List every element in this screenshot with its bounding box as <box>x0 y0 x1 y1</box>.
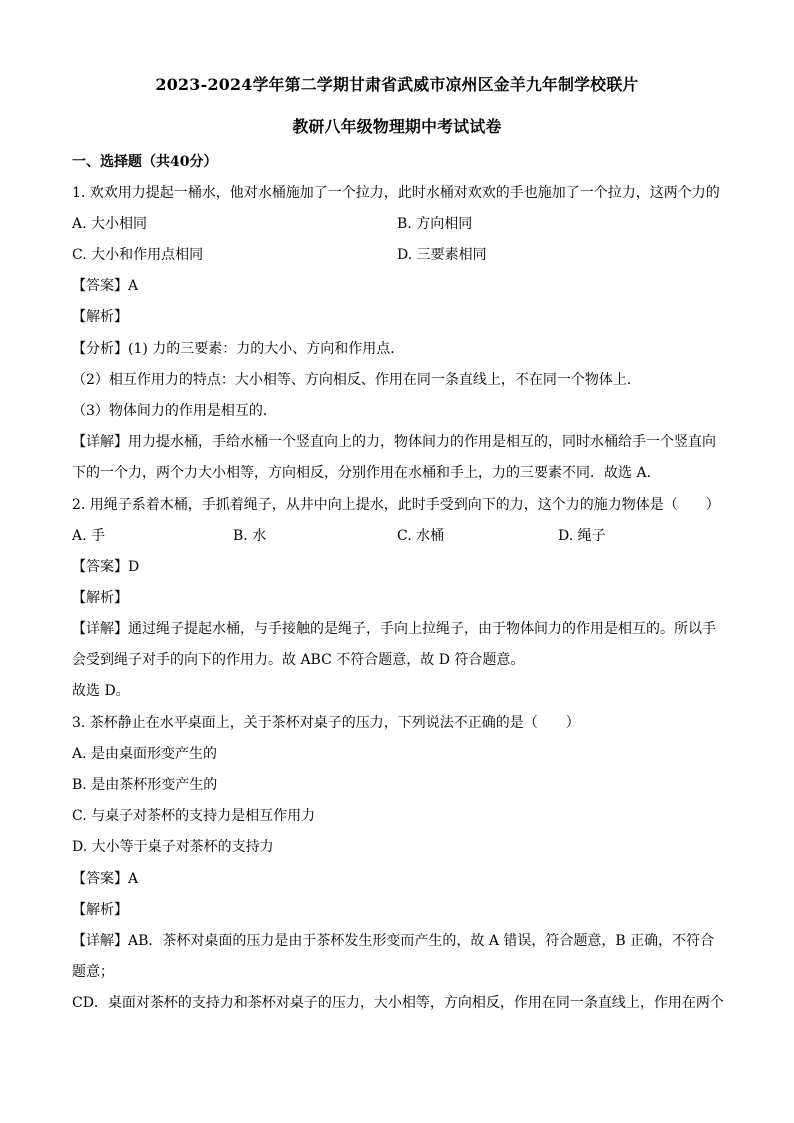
q2-analysis-label: 【解析】 <box>72 590 128 606</box>
q3-detail-3: CD．桌面对茶杯的支持力和茶杯对桌子的压力，大小相等，方向相反，作用在同一条直线上，作用在两个 <box>72 995 724 1011</box>
q3-detail-1: 【详解】AB．茶杯对桌面的压力是由于茶杯发生形变而产生的，故 A 错误，符合题意，B 正确，不符合 <box>72 933 715 949</box>
q2-option-a: A. 手 <box>72 528 106 544</box>
q2-option-d: D. 绳子 <box>558 528 606 544</box>
exam-title-line2: 教研八年级物理期中考试试卷 <box>292 117 502 136</box>
q1-option-a: A. 大小相同 <box>72 216 148 232</box>
q1-analysis-label: 【解析】 <box>72 309 128 325</box>
q2-option-c: C. 水桶 <box>397 528 445 544</box>
q3-option-b: B. 是由茶杯形变产生的 <box>72 777 218 793</box>
q2-conclusion: 故选 D。 <box>72 683 130 699</box>
section-heading: 一、选择题（共40分） <box>72 154 218 170</box>
q3-answer: 【答案】A <box>72 871 139 887</box>
q1-detail-2: 下的一个力，两个力大小相等，方向相反，分别作用在水桶和手上，力的三要素不同．故选 A. <box>72 465 652 481</box>
q3-option-c: C. 与桌子对茶杯的支持力是相互作用力 <box>72 808 316 824</box>
q3-stem: 3. 茶杯静止在水平桌面上，关于茶杯对桌子的压力，下列说法不正确的是（ ） <box>72 715 580 731</box>
q3-option-a: A. 是由桌面形变产生的 <box>72 746 218 762</box>
q3-analysis-label: 【解析】 <box>72 902 128 918</box>
q1-answer: 【答案】A <box>72 278 139 294</box>
q1-option-c: C. 大小和作用点相同 <box>72 247 204 263</box>
q2-detail-2: 会受到绳子对手的向下的作用力。故 ABC 不符合题意，故 D 符合题意。 <box>72 652 525 668</box>
q1-fenxi: 【分析】(1) 力的三要素：力的大小、方向和作用点． <box>72 341 405 357</box>
q3-detail-2: 题意； <box>72 964 114 980</box>
q1-option-b: B. 方向相同 <box>397 216 473 232</box>
q1-detail-1: 【详解】用力提水桶，手给水桶一个竖直向上的力，物体间力的作用是相互的，同时水桶给手一个竖直向 <box>72 434 716 450</box>
q2-answer: 【答案】D <box>72 559 140 575</box>
q1-fenxi-3: （3）物体间力的作用是相互的． <box>72 403 277 419</box>
q3-option-d: D. 大小等于桌子对茶杯的支持力 <box>72 839 274 855</box>
q2-option-b: B. 水 <box>233 528 267 544</box>
q2-detail-1: 【详解】通过绳子提起水桶，与手接触的是绳子，手向上拉绳子，由于物体间力的作用是相互的。所以手 <box>72 621 716 637</box>
exam-title-line1: 2023-2024学年第二学期甘肃省武威市凉州区金羊九年制学校联片 <box>155 75 639 94</box>
q1-option-d: D. 三要素相同 <box>397 247 487 263</box>
q1-stem: 1. 欢欢用力提起一桶水，他对水桶施加了一个拉力，此时水桶对欢欢的手也施加了一个拉力，这两个力的 <box>72 185 720 201</box>
q1-fenxi-2: （2）相互作用力的特点：大小相等、方向相反、作用在同一条直线上，不在同一个物体上． <box>72 372 641 388</box>
q2-stem: 2. 用绳子系着木桶，手抓着绳子，从井中向上提水，此时手受到向下的力，这个力的施力物体是（ ） <box>72 497 720 513</box>
